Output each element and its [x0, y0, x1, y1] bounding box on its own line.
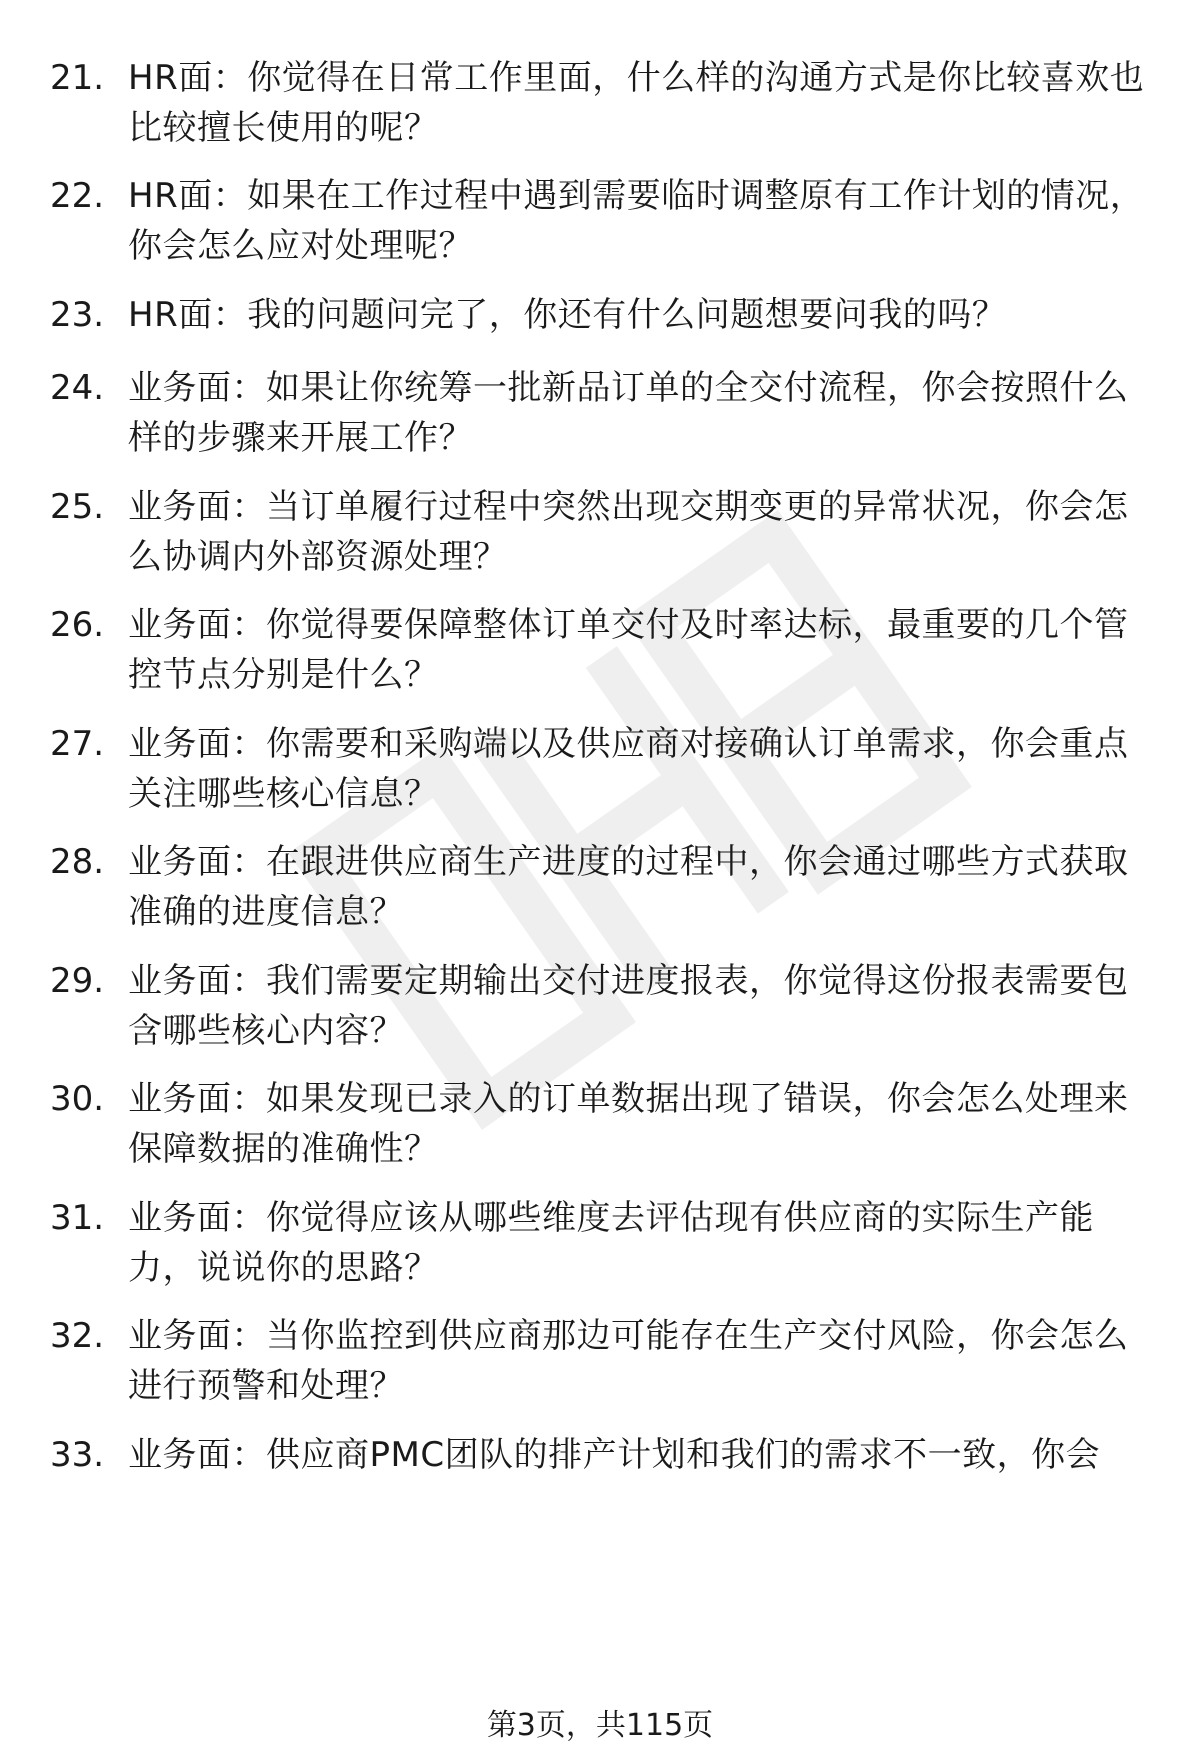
- question-item: [0, 1193, 1200, 1303]
- question-number: 21.: [50, 58, 105, 98]
- question-text: 业务面：当你监控到供应商那边可能存在生产交付风险，你会怎么进行预警和处理？: [128, 1316, 1129, 1406]
- question-number: 27.: [50, 724, 105, 764]
- question-number: 25.: [50, 487, 105, 527]
- question-item: [0, 1311, 1200, 1421]
- question-number: 29.: [50, 961, 105, 1001]
- question-item: [0, 171, 1200, 281]
- question-text: HR面：你觉得在日常工作里面，什么样的沟通方式是你比较喜欢也比较擅长使用的呢？: [128, 58, 1145, 148]
- question-text: 业务面：供应商PMC团队的排产计划和我们的需求不一致，你会: [128, 1435, 1101, 1475]
- question-text: HR面：如果在工作过程中遇到需要临时调整原有工作计划的情况，你会怎么应对处理呢？: [128, 176, 1145, 266]
- question-item: [0, 719, 1200, 829]
- question-item: [0, 53, 1200, 163]
- question-text: 业务面：你需要和采购端以及供应商对接确认订单需求，你会重点关注哪些核心信息？: [128, 724, 1129, 814]
- question-item: [0, 482, 1200, 592]
- question-number: 26.: [50, 605, 105, 645]
- question-text: 业务面：你觉得要保障整体订单交付及时率达标，最重要的几个管控节点分别是什么？: [128, 605, 1129, 695]
- question-number: 32.: [50, 1316, 105, 1356]
- question-text: 业务面：如果发现已录入的订单数据出现了错误，你会怎么处理来保障数据的准确性？: [128, 1079, 1129, 1169]
- question-text: 业务面：在跟进供应商生产进度的过程中，你会通过哪些方式获取准确的进度信息？: [128, 842, 1129, 932]
- question-item: [0, 1430, 1200, 1540]
- question-number: 31.: [50, 1198, 105, 1238]
- question-item: [0, 1074, 1200, 1184]
- question-number: 28.: [50, 842, 105, 882]
- question-text: 业务面：当订单履行过程中突然出现交期变更的异常状况，你会怎么协调内外部资源处理？: [128, 487, 1129, 577]
- page-footer: 第3页，共115页: [486, 1708, 714, 1743]
- question-text: HR面：我的问题问完了，你还有什么问题想要问我的吗？: [128, 295, 1007, 335]
- question-item: [0, 837, 1200, 947]
- question-number: 23.: [50, 295, 105, 335]
- question-text: 业务面：如果让你统筹一批新品订单的全交付流程，你会按照什么样的步骤来开展工作？: [128, 368, 1129, 458]
- question-number: 22.: [50, 176, 105, 216]
- question-number: 33.: [50, 1435, 105, 1475]
- question-number: 30.: [50, 1079, 105, 1119]
- question-number: 24.: [50, 368, 105, 408]
- question-item: [0, 363, 1200, 473]
- question-item: [0, 600, 1200, 710]
- question-text: 业务面：我们需要定期输出交付进度报表，你觉得这份报表需要包含哪些核心内容？: [128, 961, 1129, 1051]
- question-item: [0, 956, 1200, 1066]
- question-text: 业务面：你觉得应该从哪些维度去评估现有供应商的实际生产能力，说说你的思路？: [128, 1198, 1094, 1288]
